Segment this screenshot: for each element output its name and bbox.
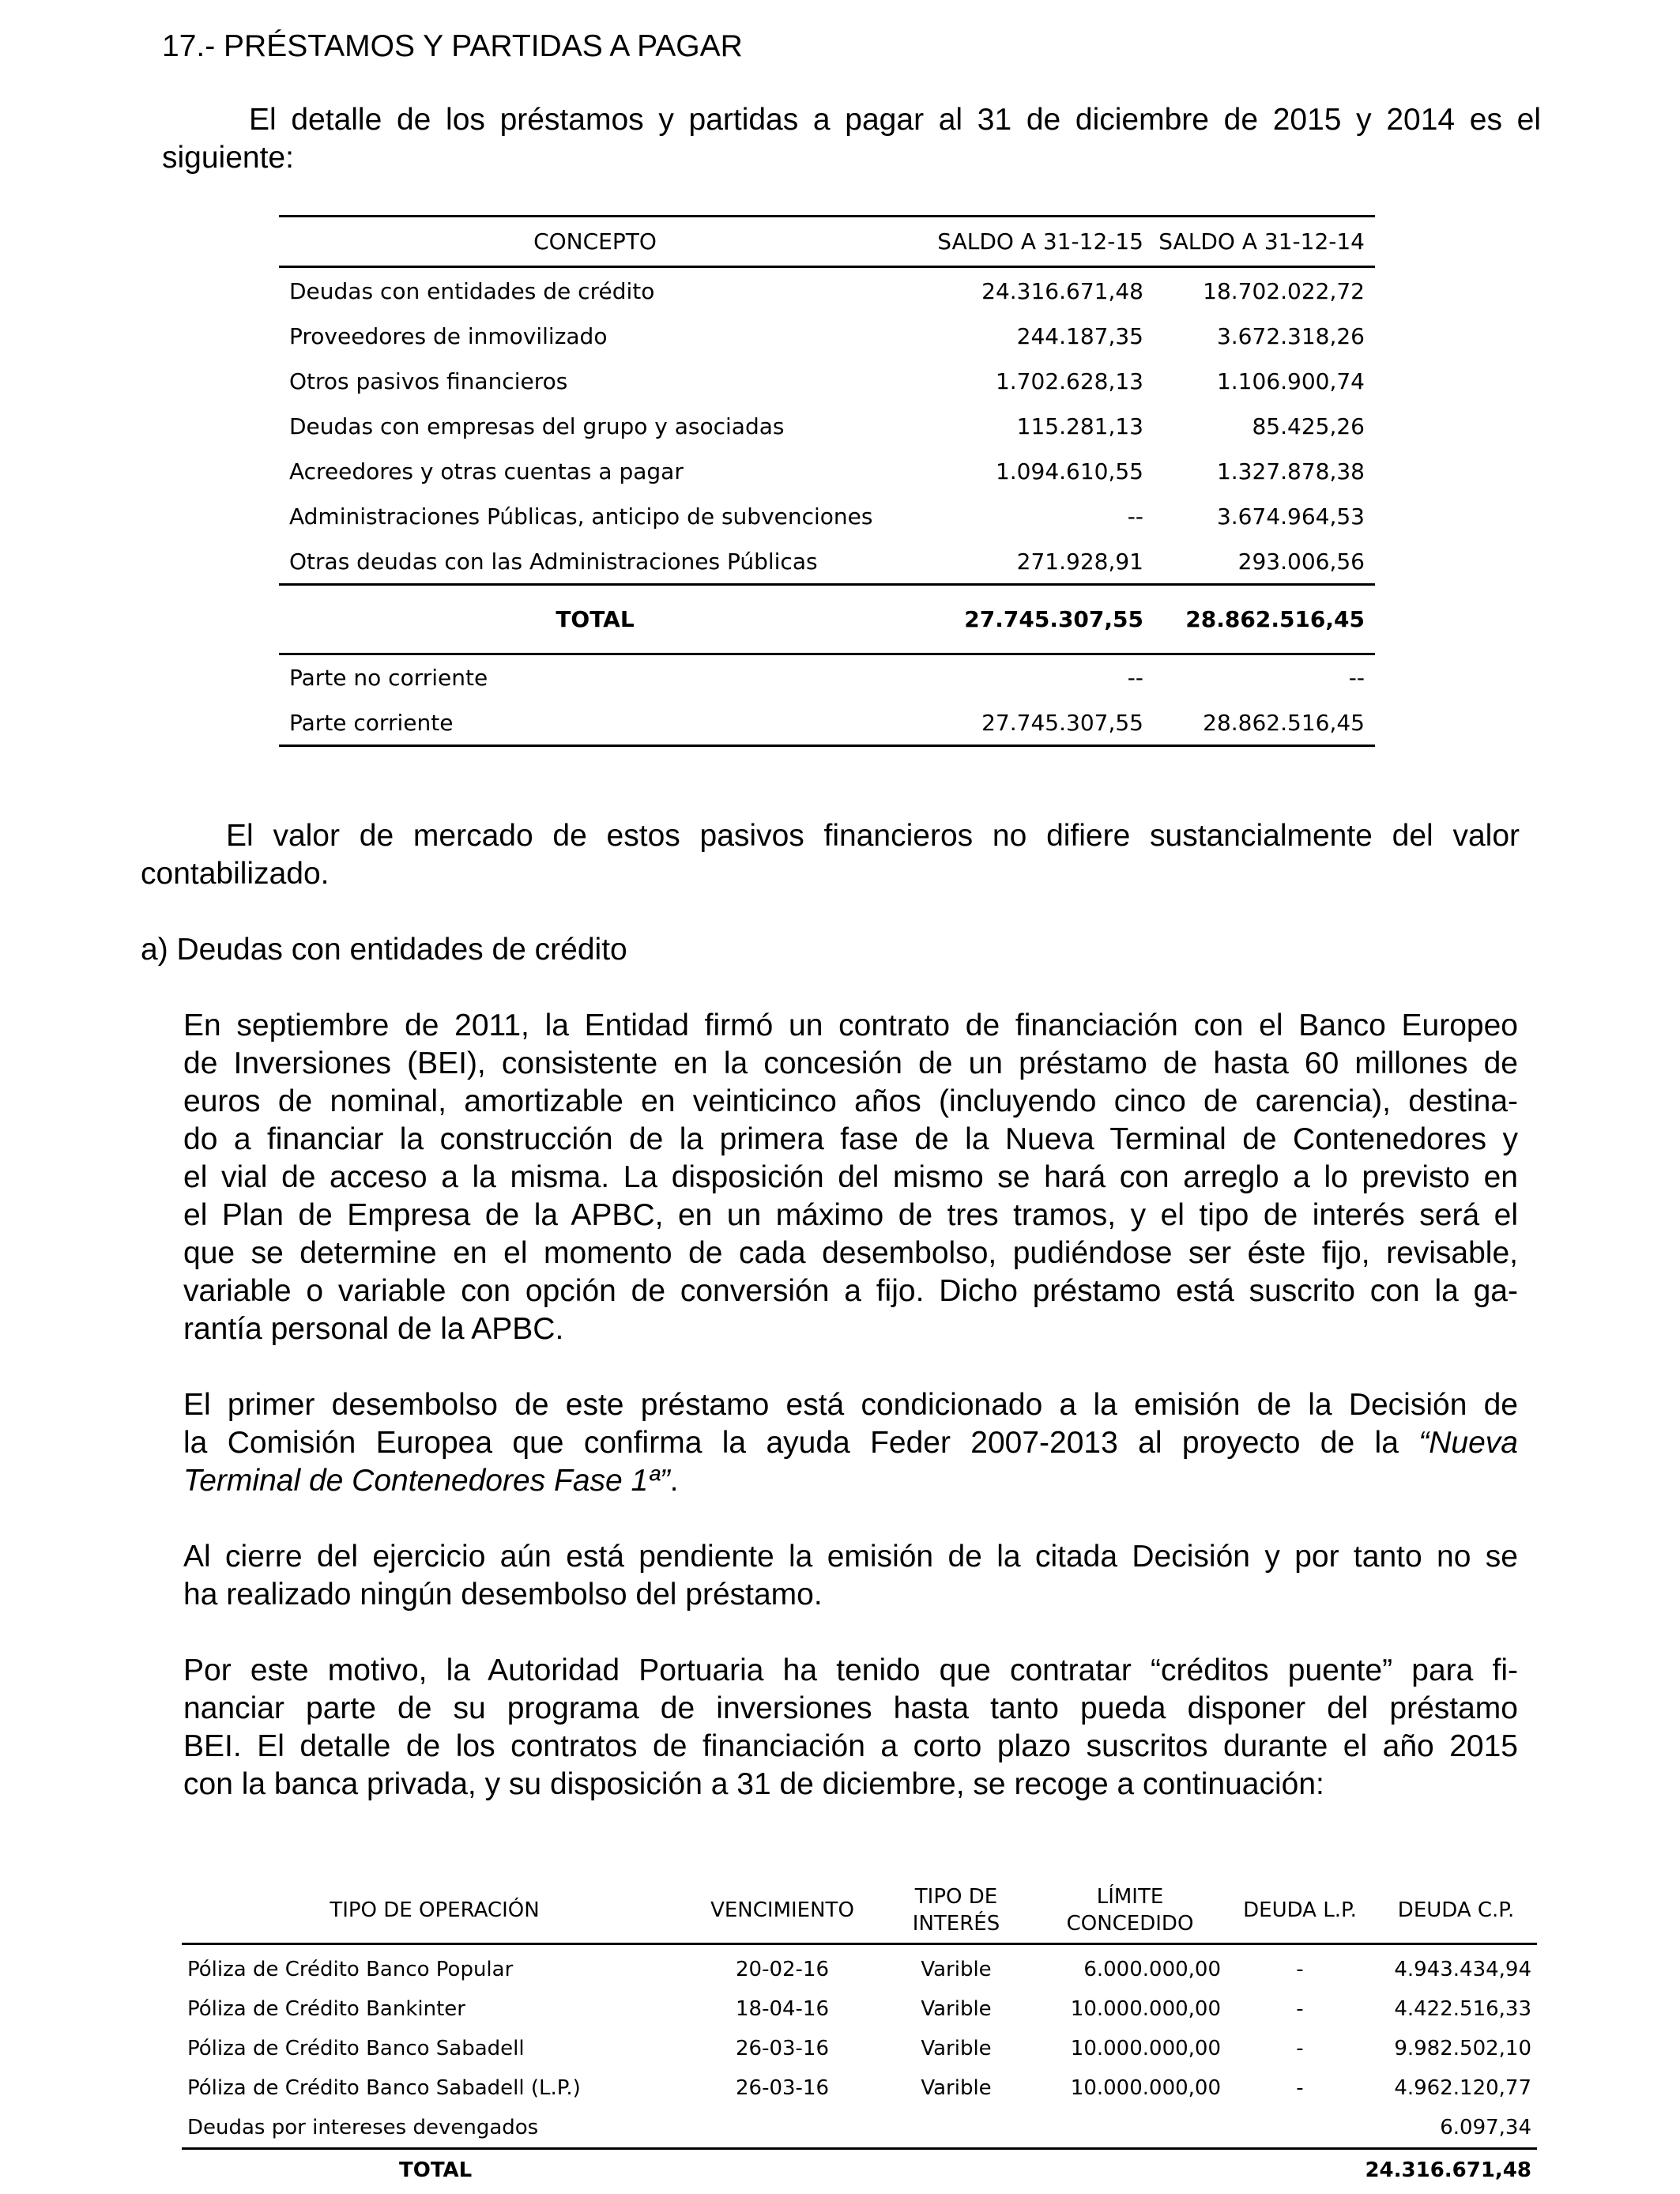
row-value-2014: 3.674.964,53: [1216, 503, 1365, 530]
header-tipo-interes: [877, 1883, 1035, 1937]
table-header-row: [279, 224, 1375, 259]
table-row: [279, 706, 1375, 741]
row-value-2014: --: [1348, 665, 1365, 691]
market-value-line-2: contabilizado.: [141, 857, 330, 891]
table-row: [279, 274, 1375, 309]
header-concepto: CONCEPTO: [533, 228, 657, 254]
post-total-rule: [279, 653, 1375, 655]
table-row: [279, 545, 1375, 579]
row-value-2015: 1.094.610,55: [995, 458, 1143, 484]
subsection-heading: a) Deudas con entidades de crédito: [141, 933, 627, 967]
paragraph-line: El primer desembolso de este préstamo está condicionado a la emisión de la Decisión de: [183, 1388, 1518, 1422]
row-value-2014: 18.702.022,72: [1203, 278, 1365, 304]
pending-decision-paragraph: [183, 1538, 1518, 1614]
row-label: Parte no corriente: [289, 665, 488, 691]
pre-total-rule: [279, 583, 1375, 586]
paragraph-line: variable o variable con opción de conversión a fijo. Dicho préstamo está suscrito con la ga-: [183, 1274, 1518, 1308]
table-row: [279, 454, 1375, 489]
header-rule: [182, 1943, 1537, 1945]
header-line: LÍMITE: [1096, 1885, 1164, 1909]
table-top-rule: [279, 215, 1375, 217]
bridge-credits-paragraph: [183, 1652, 1518, 1804]
header-deuda-lp: DEUDA L.P.: [1243, 1898, 1357, 1922]
credit-limit: 10.000.000,00: [1070, 2037, 1221, 2060]
paragraph-line: [183, 1424, 1518, 1462]
header-deuda-cp: DEUDA C.P.: [1397, 1898, 1515, 1922]
long-term-debt: -: [1296, 2076, 1304, 2100]
row-value-2015: 244.187,35: [1016, 323, 1143, 349]
maturity-date: 18-04-16: [735, 1997, 829, 2021]
operation-name: Deudas por intereses devengados: [187, 2116, 539, 2139]
project-name-italic: “Nueva: [1418, 1426, 1518, 1460]
row-label: Administraciones Públicas, anticipo de subvenciones: [289, 503, 873, 530]
long-term-debt: -: [1296, 1958, 1304, 1981]
paragraph-line: euros de nominal, amortizable en veinticinco años (incluyendo cinco de carencia), destina-: [183, 1084, 1518, 1118]
header-line: INTERÉS: [912, 1912, 1000, 1936]
long-term-debt: -: [1296, 1997, 1304, 2021]
total-row: [279, 602, 1375, 637]
header-vencimiento: VENCIMIENTO: [710, 1898, 854, 1922]
row-label: Otras deudas con las Administraciones Públicas: [289, 548, 818, 575]
paragraph-line: rantía personal de la APBC.: [183, 1312, 564, 1346]
row-value-2015: 115.281,13: [1016, 413, 1143, 439]
short-term-debt: 9.982.502,10: [1394, 2037, 1531, 2060]
paragraph-line: que se determine en el momento de cada desembolso, pudiéndose ser éste fijo, revisable,: [183, 1236, 1518, 1270]
market-value-paragraph: [141, 817, 1520, 893]
operation-name: Póliza de Crédito Bankinter: [187, 1997, 465, 2021]
interest-type: Varible: [921, 1997, 992, 2021]
row-label: Deudas con empresas del grupo y asociadas: [289, 413, 785, 439]
table-row: [182, 2068, 1537, 2108]
maturity-date: 20-02-16: [735, 1958, 829, 1981]
section-heading: 17.- PRÉSTAMOS Y PARTIDAS A PAGAR: [162, 29, 743, 63]
row-value-2015: --: [1127, 503, 1143, 530]
table-row: [279, 364, 1375, 399]
row-value-2015: 1.702.628,13: [995, 368, 1143, 394]
paragraph-line: el Plan de Empresa de la APBC, en un máximo de tres tramos, y el tipo de interés será el: [183, 1198, 1518, 1232]
header-limite: [1035, 1883, 1225, 1937]
paragraph-line: En septiembre de 2011, la Entidad firmó un contrato de financiación con el Banco Europeo: [183, 1008, 1518, 1042]
long-term-debt: -: [1296, 2037, 1304, 2060]
total-2014: 28.862.516,45: [1185, 606, 1365, 632]
row-label: Deudas con entidades de crédito: [289, 278, 655, 304]
table-row: [182, 2108, 1537, 2147]
row-value-2015: 27.745.307,55: [981, 710, 1143, 736]
credit-limit: 10.000.000,00: [1070, 2076, 1221, 2100]
table-row: [182, 1989, 1537, 2029]
row-value-2014: 1.106.900,74: [1216, 368, 1365, 394]
table-row: [279, 499, 1375, 534]
row-value-2014: 85.425,26: [1252, 413, 1365, 439]
pre-total-rule: [182, 2147, 1537, 2150]
table-row: [182, 2029, 1537, 2068]
row-value-2015: --: [1127, 665, 1143, 691]
paragraph-line: [183, 1462, 1518, 1500]
paragraph-text: la Comisión Europea que confirma la ayuda Feder 2007-2013 al proyecto de la: [183, 1426, 1419, 1460]
row-label: Parte corriente: [289, 710, 454, 736]
total-label: TOTAL: [399, 2158, 473, 2182]
short-term-debt: 4.943.434,94: [1394, 1958, 1531, 1981]
paragraph-line: nanciar parte de su programa de inversiones hasta tanto pueda disponer del préstamo: [183, 1691, 1518, 1725]
operation-name: Póliza de Crédito Banco Popular: [187, 1958, 514, 1981]
row-label: Otros pasivos financieros: [289, 368, 568, 394]
row-label: Proveedores de inmovilizado: [289, 323, 608, 349]
table-bottom-rule: [279, 745, 1375, 747]
intro-line-2: siguiente:: [162, 141, 294, 175]
short-term-debt: 4.962.120,77: [1394, 2076, 1531, 2100]
maturity-date: 26-03-16: [735, 2076, 829, 2100]
row-label: Acreedores y otras cuentas a pagar: [289, 458, 684, 484]
interest-type: Varible: [921, 2037, 992, 2060]
row-value-2015: 271.928,91: [1016, 548, 1143, 575]
total-row: [182, 2151, 1537, 2190]
total-label: TOTAL: [556, 606, 635, 632]
table-row: [182, 1950, 1537, 1989]
row-value-2014: 1.327.878,38: [1216, 458, 1365, 484]
table-row: [279, 409, 1375, 444]
row-value-2015: 24.316.671,48: [981, 278, 1143, 304]
operation-name: Póliza de Crédito Banco Sabadell: [187, 2037, 525, 2060]
paragraph-line: BEI. El detalle de los contratos de financiación a corto plazo suscritos durante el año 2015: [183, 1729, 1518, 1763]
interest-type: Varible: [921, 2076, 992, 2100]
table-row: [279, 661, 1375, 696]
row-value-2014: 293.006,56: [1237, 548, 1365, 575]
credit-limit: 6.000.000,00: [1083, 1958, 1221, 1981]
paragraph-line: con la banca privada, y su disposición a 31 de diciembre, se recoge a continuación:: [183, 1767, 1324, 1801]
header-rule: [279, 266, 1375, 268]
paragraph-line: do a financiar la construcción de la primera fase de la Nueva Terminal de Contenedores y: [183, 1122, 1518, 1156]
intro-paragraph: [162, 101, 1541, 177]
paragraph-line: de Inversiones (BEI), consistente en la concesión de un préstamo de hasta 60 millones de: [183, 1046, 1518, 1080]
paragraph-text: .: [669, 1464, 679, 1498]
intro-line-1: El detalle de los préstamos y partidas a pagar al 31 de diciembre de 2015 y 2014 es el: [249, 103, 1541, 137]
first-disbursement-paragraph: [183, 1386, 1518, 1500]
operation-name: Póliza de Crédito Banco Sabadell (L.P.): [187, 2076, 581, 2100]
row-value-2014: 28.862.516,45: [1203, 710, 1365, 736]
paragraph-line: Por este motivo, la Autoridad Portuaria ha tenido que contratar “créditos puente” para fi-: [183, 1653, 1518, 1687]
short-term-debt: 6.097,34: [1440, 2116, 1531, 2139]
short-term-debt: 4.422.516,33: [1394, 1997, 1531, 2021]
total-2015: 27.745.307,55: [964, 606, 1143, 632]
credit-limit: 10.000.000,00: [1070, 1997, 1221, 2021]
maturity-date: 26-03-16: [735, 2037, 829, 2060]
interest-type: Varible: [921, 1958, 992, 1981]
header-line: TIPO DE: [914, 1885, 998, 1909]
table-row: [279, 319, 1375, 354]
market-value-line-1: El valor de mercado de estos pasivos financieros no difiere sustancialmente del valor: [226, 819, 1520, 853]
project-name-italic: Terminal de Contenedores Fase 1ª”: [183, 1464, 670, 1498]
bei-loan-paragraph: [183, 1007, 1518, 1348]
header-line: CONCEDIDO: [1066, 1912, 1194, 1936]
paragraph-line: Al cierre del ejercicio aún está pendiente la emisión de la citada Decisión y por tanto no se: [183, 1540, 1518, 1574]
header-saldo-2014: SALDO A 31-12-14: [1158, 228, 1365, 254]
paragraph-line: el vial de acceso a la misma. La disposición del mismo se hará con arreglo a lo previsto en: [183, 1160, 1518, 1194]
header-tipo-operacion: TIPO DE OPERACIÓN: [330, 1898, 540, 1922]
total-short-term-debt: 24.316.671,48: [1365, 2158, 1531, 2182]
row-value-2014: 3.672.318,26: [1216, 323, 1365, 349]
paragraph-line: ha realizado ningún desembolso del préstamo.: [183, 1578, 823, 1612]
header-saldo-2015: SALDO A 31-12-15: [937, 228, 1143, 254]
